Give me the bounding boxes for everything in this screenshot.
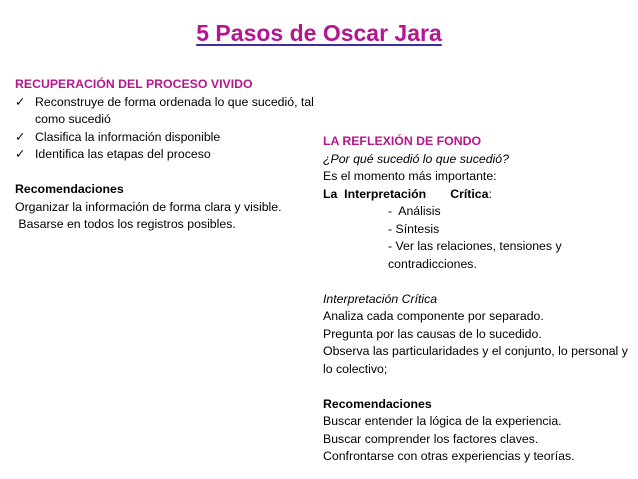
left-recommendation-line: Organizar la información de forma clara y visible.	[15, 199, 282, 214]
interpretacion-line	[323, 186, 633, 204]
right-recommendations-heading: Recomendaciones	[323, 396, 432, 411]
colon: :	[488, 186, 492, 201]
right-column	[323, 133, 633, 466]
left-recommendations-heading: Recomendaciones	[15, 182, 124, 196]
checkmark-icon: ✓	[15, 129, 26, 144]
checkmark-icon: ✓	[15, 94, 26, 109]
sub-item: - Análisis	[388, 204, 441, 218]
bullet-item	[15, 94, 335, 129]
critica-label: Crítica	[450, 186, 489, 201]
interp-line: Pregunta por las causas de lo sucedido.	[323, 326, 542, 341]
sub-item: - Ver las relaciones, tensiones y contradicciones.	[388, 239, 562, 271]
recuperacion-heading: RECUPERACIÓN DEL PROCESO VIVIDO	[15, 77, 253, 91]
interp-line: Analiza cada componente por separado.	[323, 309, 544, 323]
interpretacion-label: La Interpretación	[323, 186, 427, 201]
checkmark-icon: ✓	[15, 147, 26, 161]
bullet-item	[15, 146, 335, 164]
right-recommendation-line: Confrontarse con otras experiencias y teorías.	[323, 449, 575, 463]
bullet-item	[15, 129, 335, 147]
page-title: 5 Pasos de Oscar Jara	[196, 20, 442, 46]
bullet-text: Reconstruye de forma ordenada lo que sucedió, tal como sucedió	[35, 94, 314, 126]
right-recommendation-line: Buscar comprender los factores claves.	[323, 431, 539, 446]
bullet-text: Identifica las etapas del proceso	[35, 147, 211, 161]
interp-line: Observa las particularidades y el conjunto, lo personal y lo colectivo;	[323, 344, 628, 376]
sub-item: - Síntesis	[388, 221, 440, 236]
right-recommendation-line: Buscar entender la lógica de la experiencia.	[323, 414, 562, 428]
moment-text: Es el momento más importante:	[323, 169, 497, 183]
bullet-text: Clasifica la información disponible	[35, 129, 221, 144]
question-text: ¿Por qué sucedió lo que sucedió?	[323, 151, 509, 166]
interpretacion-critica-heading: Interpretación Crítica	[323, 291, 438, 306]
left-column	[15, 76, 335, 234]
reflexion-heading: LA REFLEXIÓN DE FONDO	[323, 134, 482, 148]
left-recommendation-line: Basarse en todos los registros posibles.	[15, 217, 236, 231]
